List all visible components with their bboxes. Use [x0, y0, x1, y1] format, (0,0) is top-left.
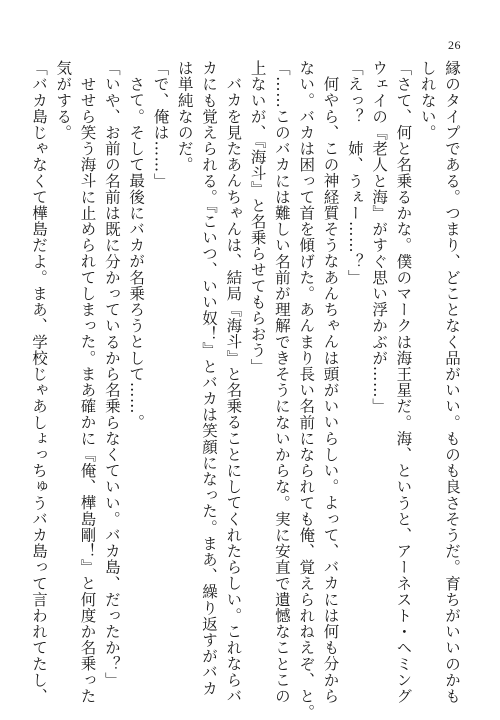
text-line: 気がする。: [54, 60, 73, 141]
text-line: ない。バカは困って首を傾げた。あんまり長い名前になられても俺、覚えられねえぞ、と。: [297, 60, 316, 720]
text-line: ウェイの『老人と海』がすぐ思い浮かぶが……」: [370, 60, 389, 415]
text-line: 「……このバカには難しい名前が理解できそうにないからな。実に安直で遺憾なことこの: [272, 60, 291, 704]
text-line: 「えっ？ 姉、うぇー……？」: [345, 60, 364, 286]
text-line: 「いや、お前の名前は既に分かっているから名乗らなくていい。バカ島、だったか？」: [102, 60, 121, 688]
text-line: 縁のタイプである。つまり、どことなく品がいい。ものも良さそうだ。育ちがいいのかも: [443, 60, 461, 704]
body-text: [29, 60, 464, 720]
text-line: しれない。: [418, 60, 437, 141]
page-number: 26: [448, 38, 461, 52]
text-line: は単純なのだ。: [175, 60, 194, 173]
text-line: バカを見たあんちゃんは、結局『海斗』と名乗ることにしてくれたらしい。これならバ: [224, 75, 243, 704]
text-line: さて。そして最後にバカが名乗ろうとして……。: [127, 75, 146, 430]
text-line: 上ないが、『海斗』と名乗らせてもらおう」: [248, 60, 267, 375]
text-line: 「さて、何と名乗るかな。僕のマークは海王星だ。海、というと、アーネスト・ヘミング: [394, 60, 413, 704]
text-line: せせら笑う海斗に止められてしまった。まあ確かに『俺、樺島剛！』と何度か名乗った: [78, 75, 97, 704]
text-line: 「バカ島じゃなくて樺島だよ。まあ、学校じゃあしょっちゅうバカ島って言われてたし、: [29, 60, 48, 704]
text-line: 何やら、この神経質そうなあんちゃんは頭がいいらしい。よって、バカには何も分から: [321, 75, 340, 704]
text-line: カにも覚えられる。『こいつ、いい奴！』とバカは笑顔になった。まあ、繰り返すがバカ: [200, 60, 219, 697]
text-line: 「で、俺は……」: [151, 60, 170, 189]
